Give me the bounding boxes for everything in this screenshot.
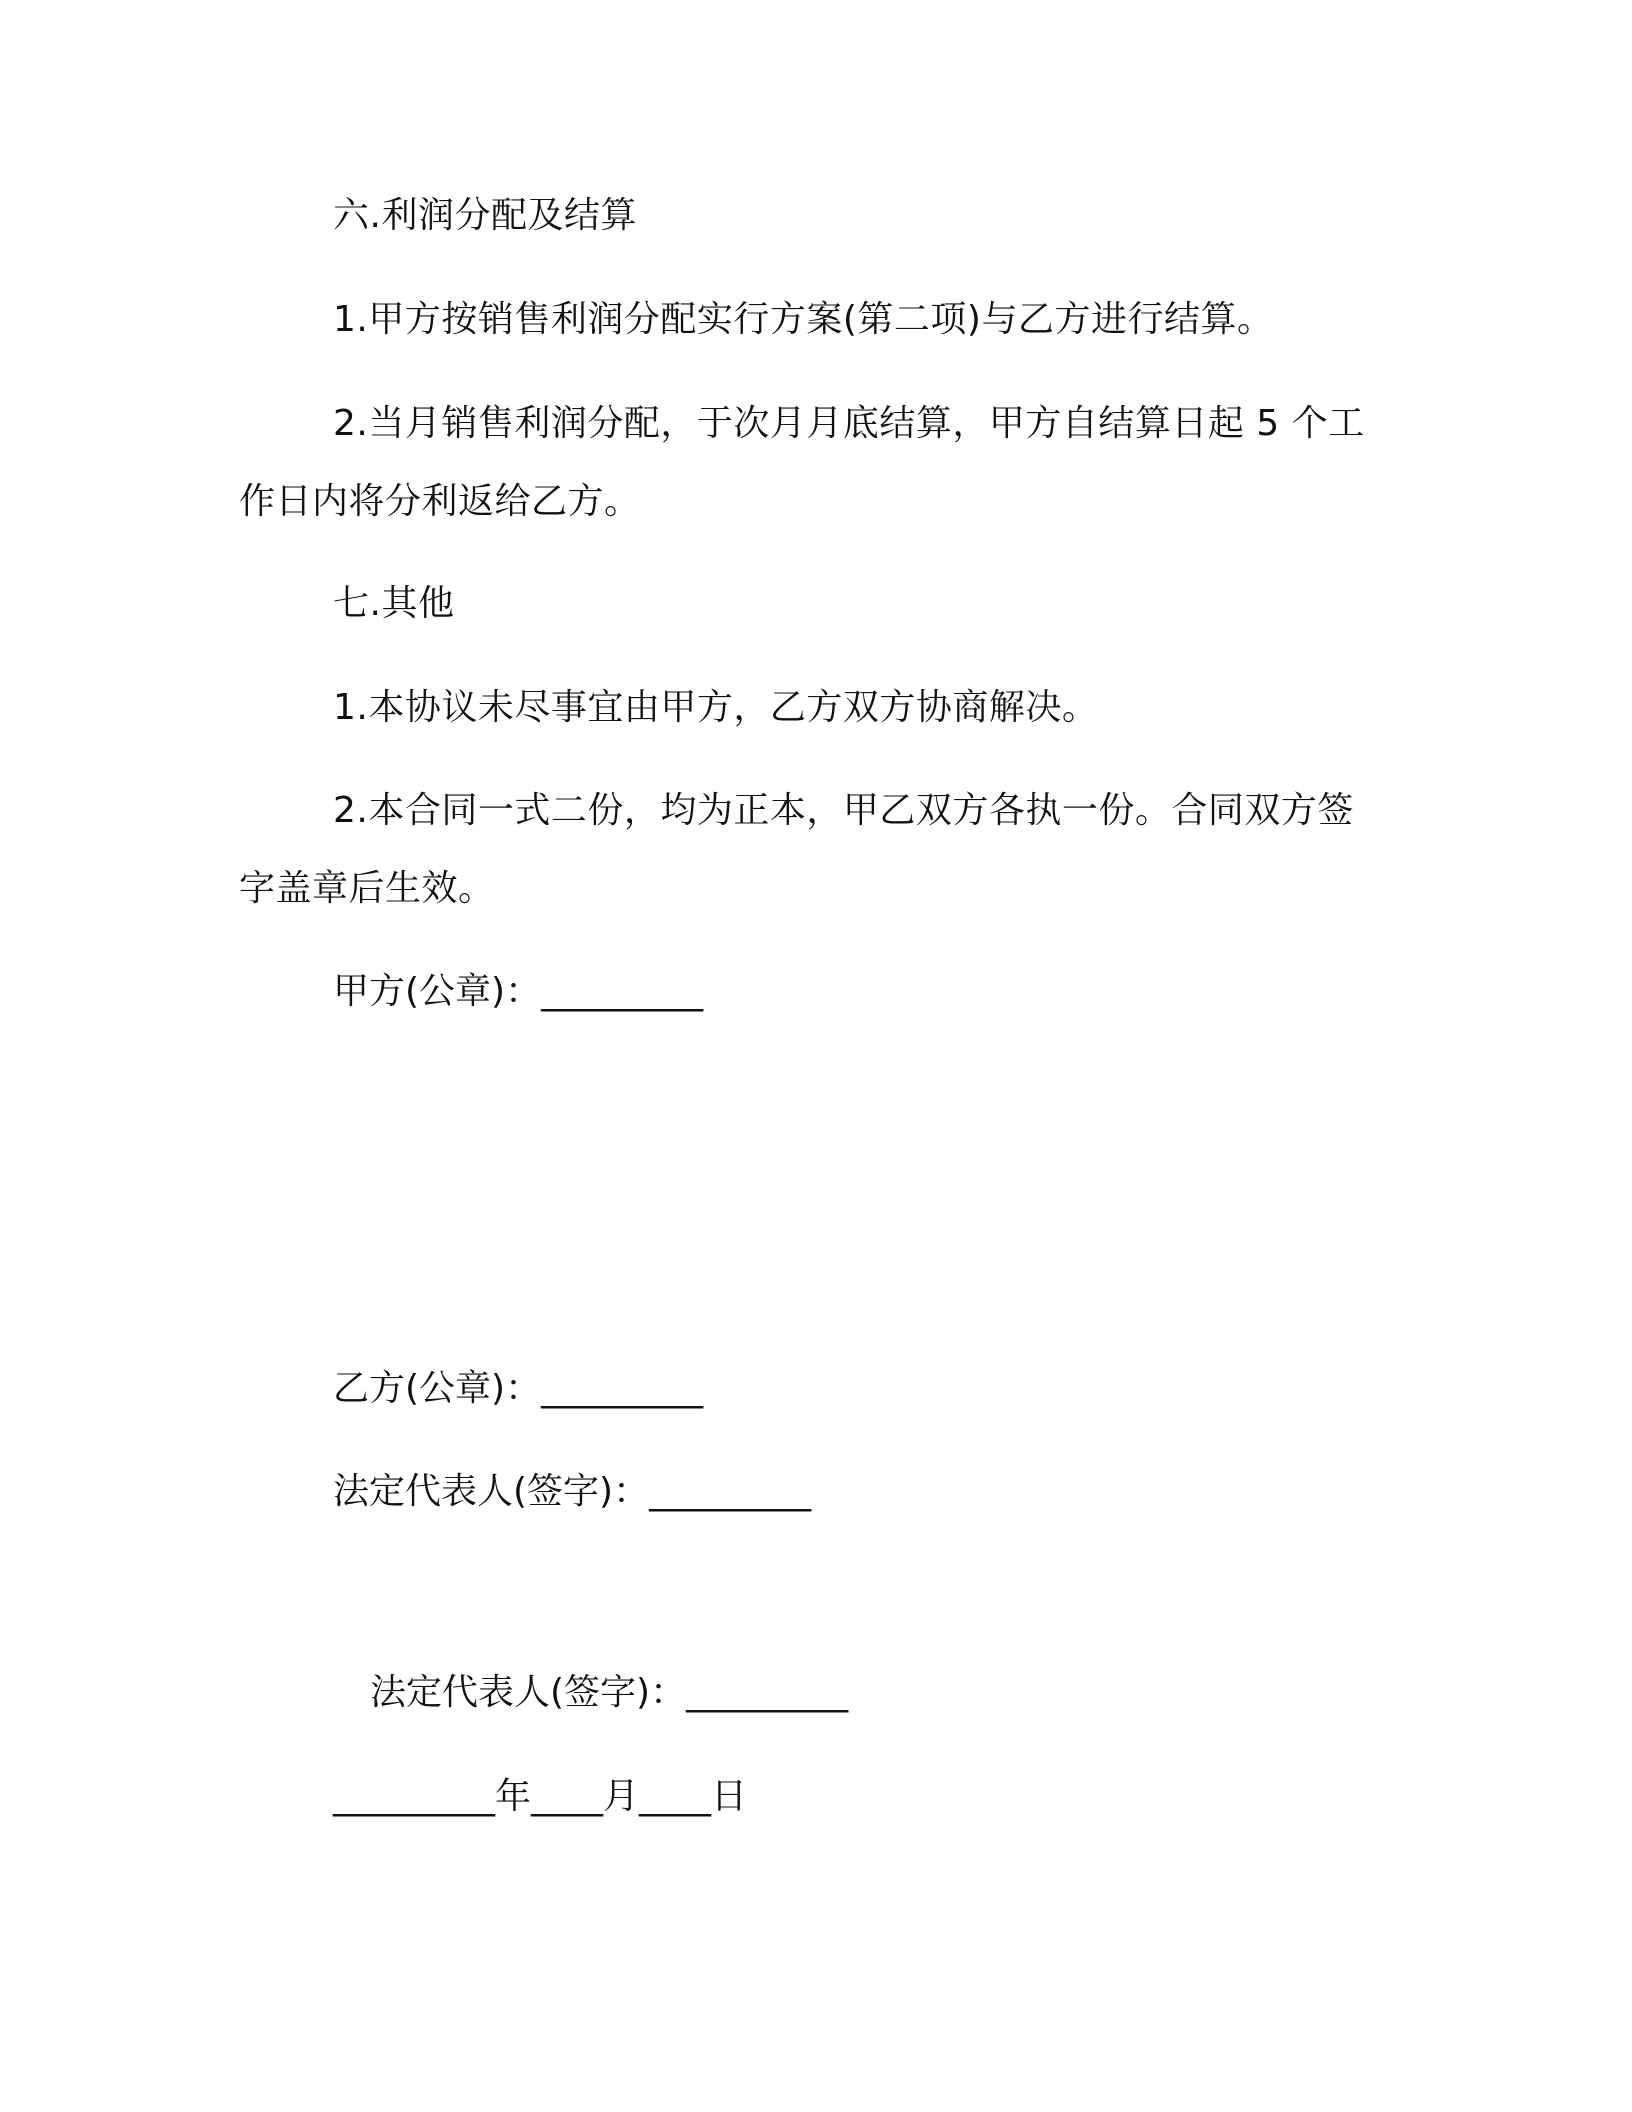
party-a-seal-field: 甲方(公章)：_________ xyxy=(333,971,704,1012)
section-6-item-1: 1.甲方按销售利润分配实行方案(第二项)与乙方进行结算。 xyxy=(333,299,1274,340)
section-6-item-2-line-1: 2.当月销售利润分配，于次月月底结算，甲方自结算日起 5 个工 xyxy=(333,403,1365,444)
party-b-seal-field: 乙方(公章)：_________ xyxy=(333,1368,704,1409)
section-7-item-2-line-1: 2.本合同一式二份，均为正本，甲乙双方各执一份。合同双方签 xyxy=(333,790,1354,831)
section-7-item-2-line-2: 字盖章后生效。 xyxy=(239,868,495,909)
section-7-heading: 七.其他 xyxy=(333,583,455,624)
section-7-item-1: 1.本协议未尽事宜由甲方，乙方双方协商解决。 xyxy=(333,687,1099,728)
section-6-heading: 六.利润分配及结算 xyxy=(333,195,637,236)
legal-representative-signature-field-2: 法定代表人(签字)：_________ xyxy=(370,1672,849,1713)
legal-representative-signature-field: 法定代表人(签字)：_________ xyxy=(333,1471,812,1512)
section-6-item-2-line-2: 作日内将分利返给乙方。 xyxy=(239,481,641,522)
signing-date-field: _________年____月____日 xyxy=(333,1776,747,1817)
